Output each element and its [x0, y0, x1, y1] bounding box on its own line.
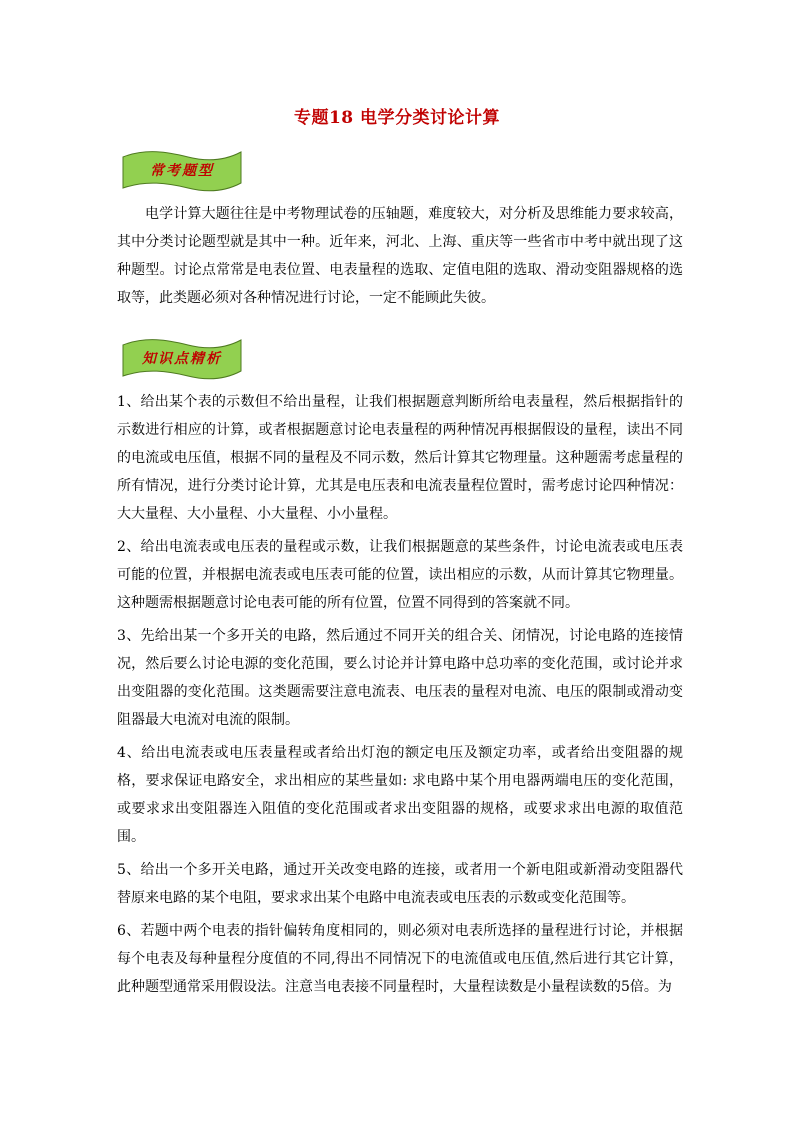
section-banner-knowledge [120, 336, 244, 380]
section-banner-label: 常考题型 [150, 163, 214, 179]
knowledge-points-list [117, 388, 683, 1006]
knowledge-point: 5、给出一个多开关电路，通过开关改变电路的连接，或者用一个新电阻或新滑动变阻器代替原来电路的某个电阻，要求求出某个电路中电流表或电压表的示数或变化范围等。 [117, 862, 683, 906]
document-title: 专题18 电学分类讨论计算 [293, 108, 501, 128]
knowledge-point: 3、先给出某一个多开关的电路，然后通过不同开关的组合关、闭情况，讨论电路的连接情况，然后要么讨论电源的变化范围，要么讨论并计算电路中总功率的变化范围，或讨论并求出变阻器的变化范围。这类题需要注意电流表、电压表的量程对电流、电压的限制或滑动变阻器最大电流对电流的限制。 [117, 628, 683, 728]
knowledge-point: 4、给出电流表或电压表量程或者给出灯泡的额定电压及额定功率，或者给出变阻器的规格，要求保证电路安全，求出相应的某些量如: 求电路中某个用电器两端电压的变化范围，或要求求出变阻器连入阻值的变化范围或者求出变阻器的规格，或要求求出电源的取值范围。 [117, 745, 683, 845]
knowledge-point: 2、给出电流表或电压表的量程或示数，让我们根据题意的某些条件，讨论电流表或电压表可能的位置，并根据电流表或电压表可能的位置，读出相应的示数，从而计算其它物理量。这种题需根据题意讨论电表可能的所有位置，位置不同得到的答案就不同。 [117, 539, 683, 611]
section-banner-common-types [120, 148, 244, 192]
knowledge-point: 1、给出某个表的示数但不给出量程，让我们根据题意判断所给电表量程，然后根据指针的示数进行相应的计算，或者根据题意讨论电表量程的两种情况再根据假设的量程，读出不同的电流或电压值，根据不同的量程及不同示数，然后计算其它物理量。这种题需考虑量程的所有情况，进行分类讨论计算，尤其是电压表和电流表量程位置时，需考虑讨论四种情况：大大量程、大小量程、小大量程、小小量程。 [117, 394, 683, 522]
intro-paragraph: 电学计算大题往往是中考物理试卷的压轴题，难度较大，对分析及思维能力要求较高，其中分类讨论题型就是其中一种。近年来，河北、上海、重庆等一些省市中考中就出现了这种题型。讨论点常常是电表位置、电表量程的选取、定值电阻的选取、滑动变阻器规格的选取等，此类题必须对各种情况进行讨论，一定不能顾此失彼。 [117, 206, 683, 306]
section-banner-label: 知识点精析 [142, 351, 222, 367]
knowledge-point: 6、若题中两个电表的指针偏转角度相同的，则必须对电表所选择的量程进行讨论，并根据每个电表及每种量程分度值的不同,得出不同情况下的电流值或电压值,然后进行其它计算，此种题型通常采用假设法。注意当电表接不同量程时，大量程读数是小量程读数的5倍。为 [117, 923, 683, 995]
